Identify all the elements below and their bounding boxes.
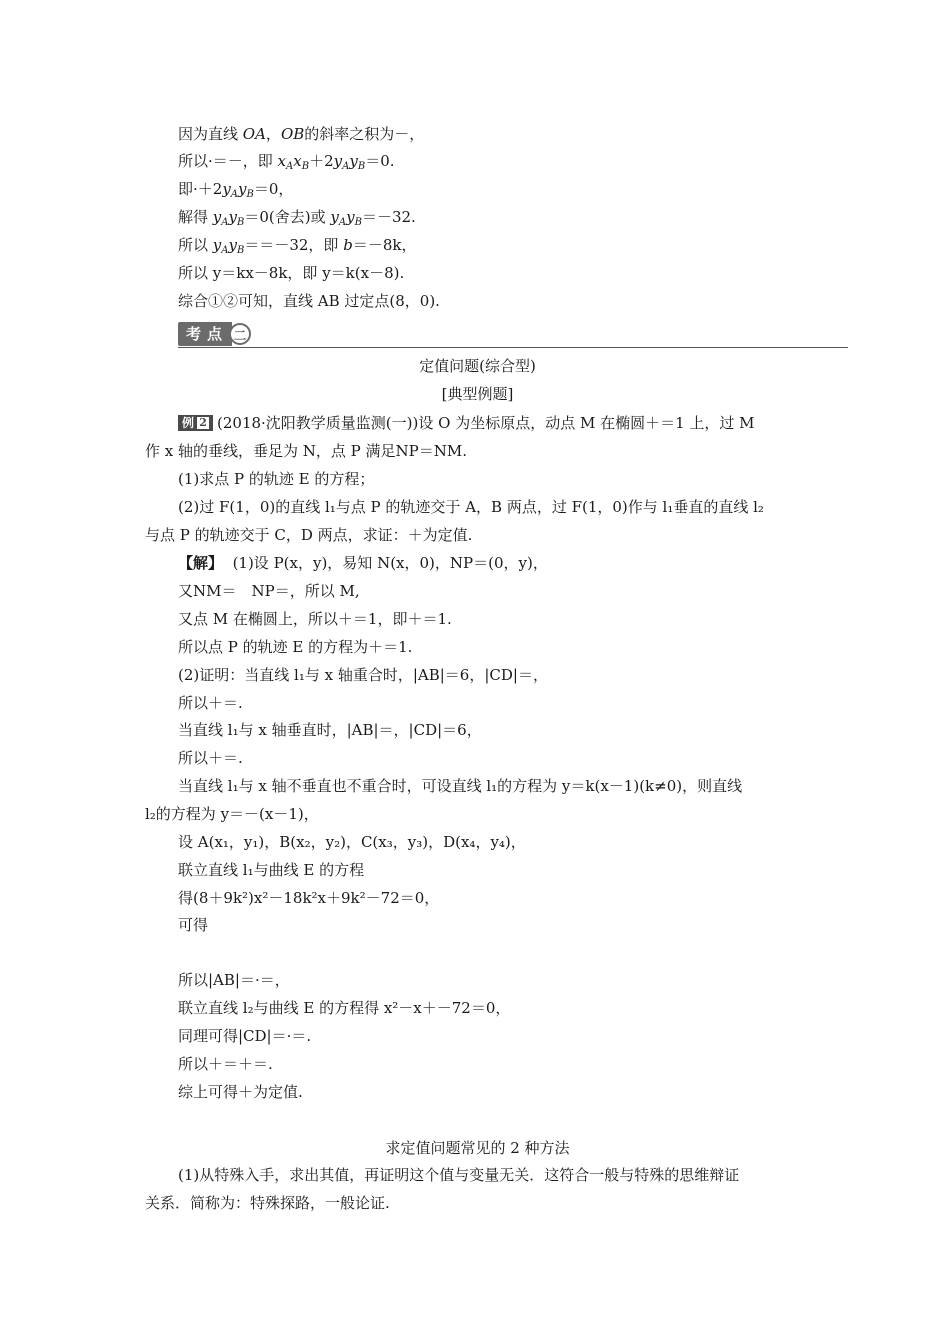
text-line: 解得 $y_Ay_B=0$(舍去)或 $y_Ay_B=-32$. xyxy=(178,208,416,228)
text-line: 所以＋＝＋＝. xyxy=(178,1055,273,1073)
section-badge xyxy=(178,322,251,346)
text-line: 所以点 P 的轨迹 E 的方程为＋＝1. xyxy=(178,638,413,656)
text-line: 综上可得＋为定值. xyxy=(178,1083,303,1101)
text-line: 可得 xyxy=(178,916,209,934)
text-line: 即$\cdot+2y_Ay_B=0$， xyxy=(178,180,294,200)
text-line: 作 x 轴的垂线，垂足为 N，点 P 满足NP＝NM. xyxy=(145,442,467,460)
text-line: 所以·＝－，即 $x_Ax_B+2y_Ay_B=0$. xyxy=(178,152,395,172)
text-line: (1)求点 P 的轨迹 E 的方程； xyxy=(178,470,375,488)
section-badge-label: 考点 xyxy=(178,322,232,346)
text-line: (2)证明：当直线 l₁与 x 轴重合时，|AB|＝6，|CD|＝， xyxy=(178,666,548,684)
section-title: 定值问题(综合型) xyxy=(419,357,536,375)
text-line: 设 A(x₁，y₁)，B(x₂，y₂)，C(x₃，y₃)，D(x₄，y₄)， xyxy=(178,833,526,851)
methods-title: 求定值问题常见的 2 种方法 xyxy=(385,1139,570,1157)
text-line: 关系．简称为：特殊探路，一般论证. xyxy=(145,1194,390,1212)
solution-label: 【解】 xyxy=(178,554,224,572)
subsection-title: [典型例题] xyxy=(441,385,514,403)
text-line: 所以 $y_Ay_B==-32$，即 b＝－8k， xyxy=(178,236,417,256)
text-line: 综合①②可知，直线 AB 过定点(8，0). xyxy=(178,292,440,310)
text-line: 所以＋＝. xyxy=(178,694,243,712)
example-badge: 例 2 xyxy=(178,415,213,431)
text-line: 同理可得|CD|＝·＝. xyxy=(178,1027,312,1045)
text-line: 所以|AB|＝·＝， xyxy=(178,971,290,989)
text-line: 与点 P 的轨迹交于 C，D 两点，求证：＋为定值. xyxy=(145,526,473,544)
text-line: 联立直线 l₁与曲线 E 的方程 xyxy=(178,861,365,879)
solution-line: 【解】 (1)设 P(x，y)，易知 N(x，0)，NP＝(0，y)， xyxy=(178,554,548,572)
text-line: l₂的方程为 y＝－(x－1)， xyxy=(145,805,319,823)
text-line: 得(8＋9k²)x²－18k²x＋9k²－72＝0， xyxy=(178,889,440,907)
text-line: 当直线 l₁与 x 轴不垂直也不重合时，可设直线 l₁的方程为 y＝k(x－1)(k≠0)，则直线 xyxy=(178,777,743,795)
text-line: (2)过 F(1，0)的直线 l₁与点 P 的轨迹交于 A，B 两点，过 F(1，0)作与 l₁垂直的直线 l₂ xyxy=(178,498,764,516)
section-badge-number: 二 xyxy=(229,323,251,345)
text-line: 又NM＝ NP＝，所以 M, xyxy=(178,582,360,600)
text-line: (1)从特殊入手，求出其值，再证明这个值与变量无关．这符合一般与特殊的思维辩证 xyxy=(178,1166,740,1184)
text-line: 因为直线 OA，OB的斜率之积为－， xyxy=(178,125,425,143)
text-line: 所以 y＝kx－8k，即 y＝k(x－8). xyxy=(178,264,405,282)
text-line: 当直线 l₁与 x 轴垂直时，|AB|＝，|CD|＝6， xyxy=(178,721,482,739)
example-line: 例 2 (2018·沈阳教学质量监测(一))设 O 为坐标原点，动点 M 在椭圆＋＝1 上，过 M xyxy=(178,413,755,435)
text-line: 所以＋＝. xyxy=(178,749,243,767)
text-line: 联立直线 l₂与曲线 E 的方程得 x²－x＋－72＝0， xyxy=(178,999,511,1017)
section-divider xyxy=(178,347,848,348)
text-line: 又点 M 在椭圆上，所以＋＝1，即＋＝1. xyxy=(178,610,452,628)
